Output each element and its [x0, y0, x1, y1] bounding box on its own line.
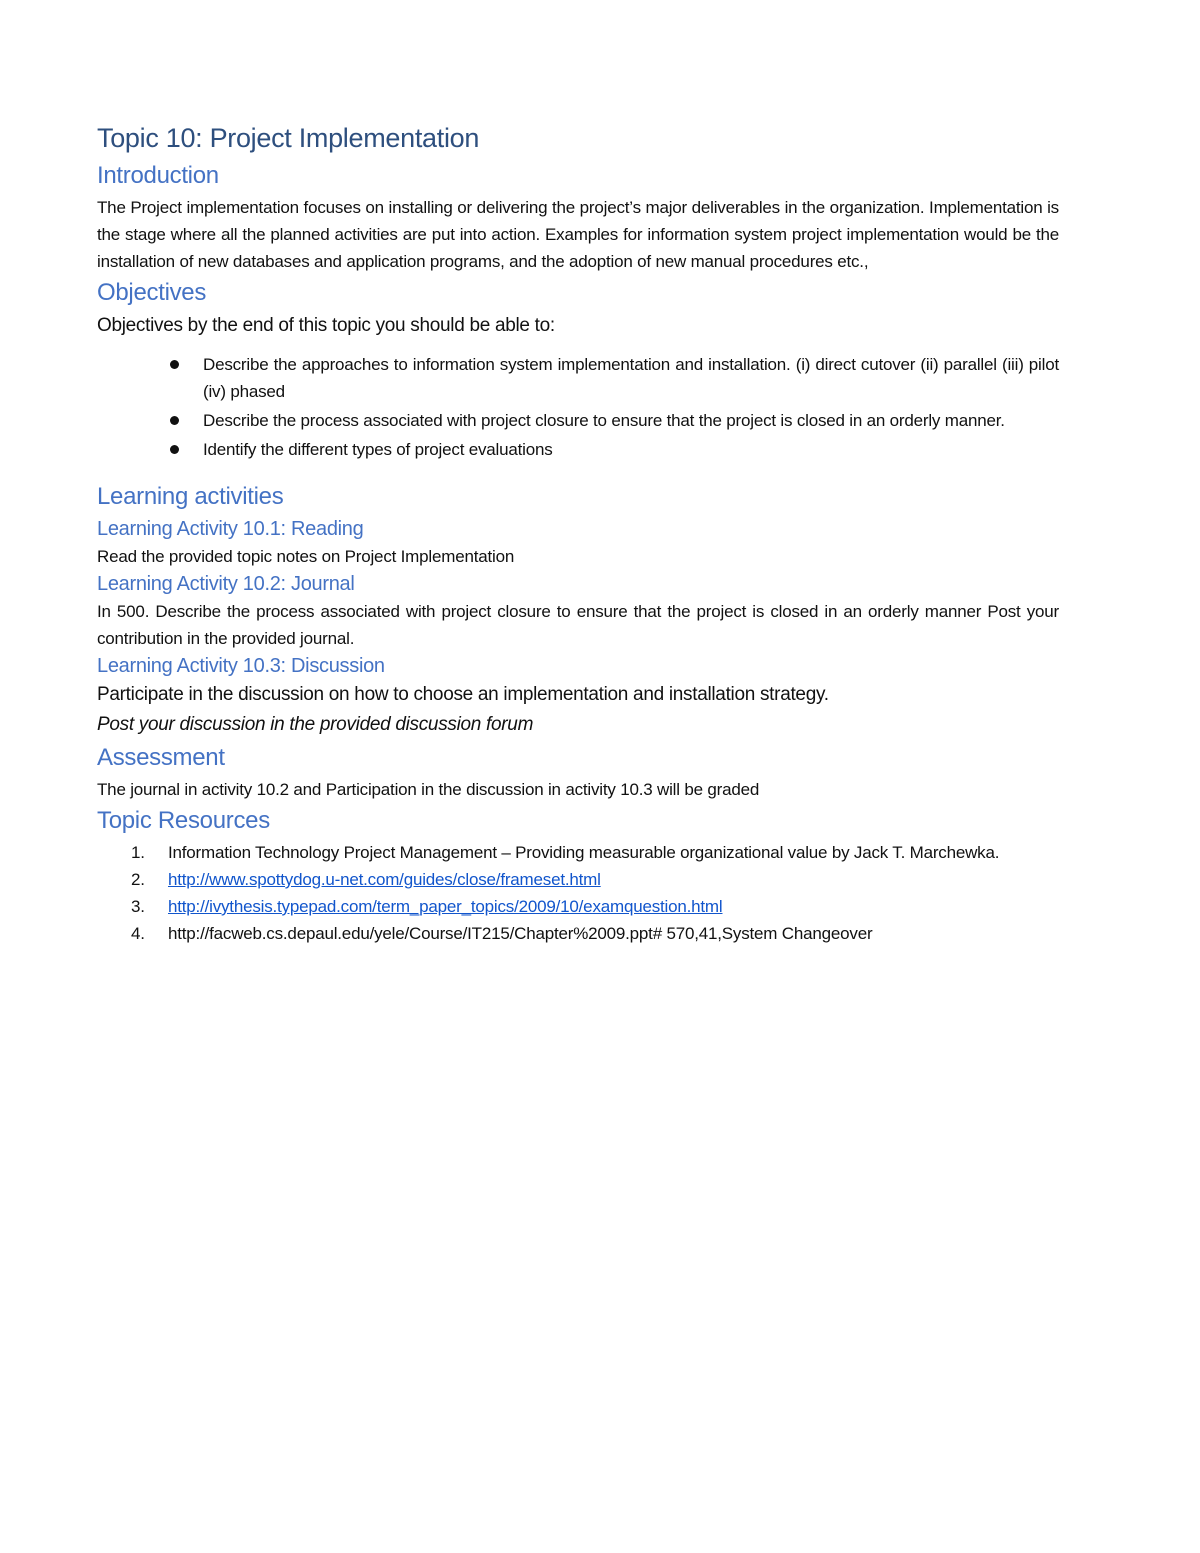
objectives-list: [97, 351, 1059, 463]
assessment-heading: Assessment: [97, 744, 225, 771]
introduction-text: The Project implementation focuses on installing or delivering the project’s major deliverables in the organization. Implementation is the stage where all the planned activities are put into action. Examples for information system project implementation would be the installation of new databases and application programs, and the adoption of new manual procedures etc.,: [97, 198, 1059, 271]
topic-resources-heading: Topic Resources: [97, 807, 270, 834]
bullet-icon: [170, 416, 179, 425]
list-item: [131, 839, 1059, 866]
learning-activities-heading: Learning activities: [97, 483, 284, 510]
resources-list: [97, 839, 1059, 947]
objectives-heading: Objectives: [97, 279, 207, 306]
activity-discussion-heading: Learning Activity 10.3: Discussion: [97, 655, 385, 677]
list-item: [170, 351, 1059, 405]
list-item: [170, 436, 1059, 463]
objective-text: Identify the different types of project evaluations: [203, 440, 553, 459]
activity-journal-text: In 500. Describe the process associated with project closure to ensure that the project is closed in an orderly manner Post your contribution in the provided journal.: [97, 602, 1059, 648]
list-number: 1.: [131, 843, 145, 862]
objective-text: Describe the approaches to information system implementation and installation. (i) direct cutover (ii) parallel (iii) pilot (iv) phased: [203, 355, 1059, 401]
list-number: 3.: [131, 897, 145, 916]
activity-discussion-note: Post your discussion in the provided discussion forum: [97, 714, 534, 735]
activity-reading-heading: Learning Activity 10.1: Reading: [97, 518, 364, 540]
activity-discussion-text: Participate in the discussion on how to choose an implementation and installation strategy.: [97, 684, 829, 705]
bullet-icon: [170, 360, 179, 369]
objectives-lead: Objectives by the end of this topic you should be able to:: [97, 315, 555, 336]
assessment-text: The journal in activity 10.2 and Participation in the discussion in activity 10.3 will be graded: [97, 780, 760, 799]
resource-text: Information Technology Project Management – Providing measurable organizational value by Jack T. Marchewka.: [168, 843, 1000, 862]
resource-link[interactable]: http://ivythesis.typepad.com/term_paper_topics/2009/10/examquestion.html: [168, 897, 723, 916]
page-title: Topic 10: Project Implementation: [97, 123, 480, 153]
list-item: [131, 893, 1059, 920]
activity-reading-text: Read the provided topic notes on Project Implementation: [97, 547, 515, 566]
resource-text: http://facweb.cs.depaul.edu/yele/Course/IT215/Chapter%2009.ppt# 570,41,System Changeover: [168, 924, 873, 943]
list-item: [131, 920, 1059, 947]
list-number: 4.: [131, 924, 145, 943]
objective-text: Describe the process associated with project closure to ensure that the project is closed in an orderly manner.: [203, 411, 1005, 430]
introduction-heading: Introduction: [97, 162, 219, 189]
bullet-icon: [170, 445, 179, 454]
list-item: [131, 866, 1059, 893]
list-number: 2.: [131, 870, 145, 889]
spacer: [97, 465, 1059, 479]
activity-journal-heading: Learning Activity 10.2: Journal: [97, 573, 355, 595]
resource-link[interactable]: http://www.spottydog.u-net.com/guides/close/frameset.html: [168, 870, 601, 889]
list-item: [170, 407, 1059, 434]
document-page: [97, 118, 1059, 947]
